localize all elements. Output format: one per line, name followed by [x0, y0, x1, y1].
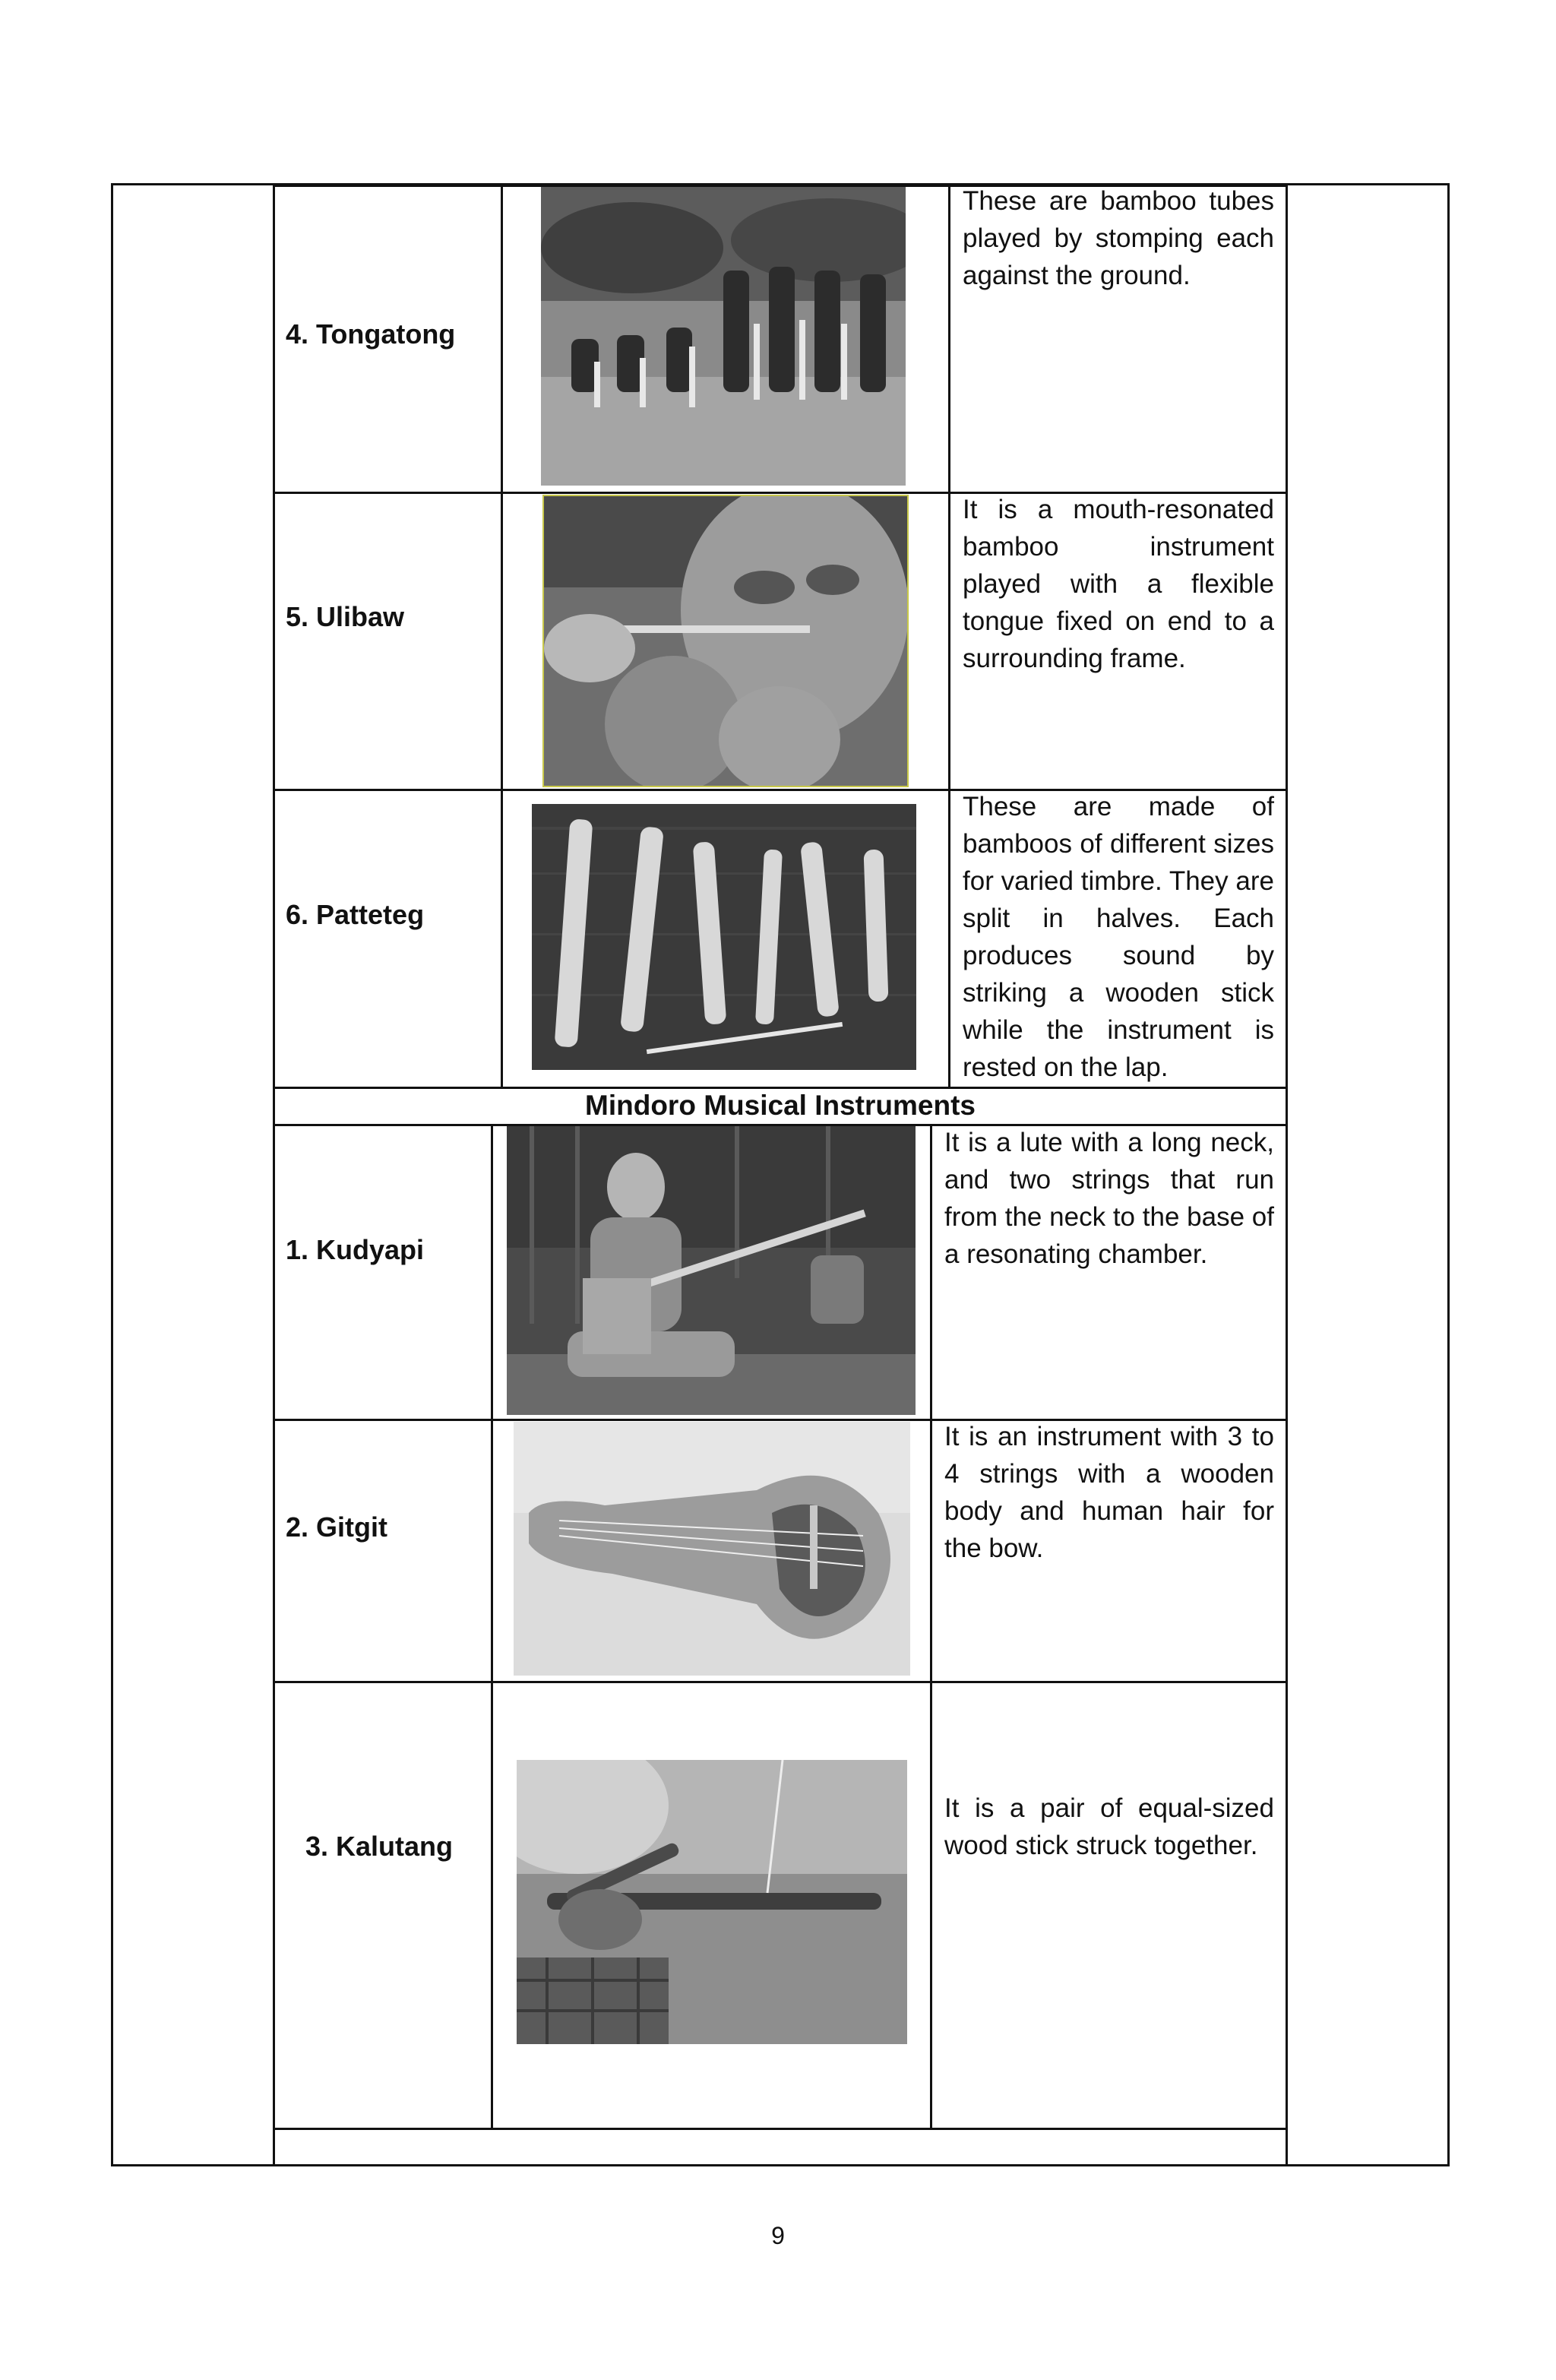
instrument-description: It is a mouth-resonated bamboo instrument played with a flexible tongue fixed on end to a surrounding frame. — [963, 495, 1274, 673]
outer-border-left — [111, 183, 113, 2166]
gitgit-photo — [514, 1422, 910, 1676]
outer-column-left — [273, 183, 275, 2166]
instrument-description: These are made of bamboos of different sizes for varied timbre. They are split in halves. Each produces sound by striking a wooden stick while the instrument is rested on the lap. — [963, 792, 1274, 1082]
patteteg-photo — [532, 804, 916, 1070]
column-divider — [930, 1124, 932, 2129]
instrument-name: 3. Kalutang — [305, 1831, 454, 1862]
outer-column-right — [1286, 183, 1288, 2166]
outer-border-right — [1447, 183, 1450, 2166]
instrument-name: 6. Patteteg — [286, 899, 425, 930]
instrument-name: 2. Gitgit — [286, 1511, 387, 1543]
instrument-name: 4. Tongatong — [286, 318, 456, 350]
section-title: Mindoro Musical Instruments — [585, 1090, 976, 1121]
column-divider — [491, 1124, 493, 2129]
instrument-description: It is a lute with a long neck, and two strings that run from the neck to the base of a resonating chamber. — [944, 1128, 1274, 1269]
instrument-name: 1. Kudyapi — [286, 1234, 425, 1265]
instrument-description: It is a pair of equal-sized wood stick struck together. — [944, 1793, 1274, 1860]
column-divider — [948, 185, 950, 1088]
column-divider — [501, 185, 503, 1088]
ulibaw-photo — [542, 495, 909, 787]
instrument-name: 5. Ulibaw — [286, 601, 405, 632]
row-divider — [273, 2128, 1288, 2130]
instrument-description: It is an instrument with 3 to 4 strings with a wooden body and human hair for the bow. — [944, 1422, 1274, 1563]
outer-border-bottom — [111, 2164, 1450, 2166]
page-number: 9 — [771, 2222, 785, 2249]
tongatong-photo — [541, 187, 906, 486]
row-divider — [273, 1681, 1288, 1683]
kudyapi-photo — [507, 1126, 916, 1415]
instrument-description: These are bamboo tubes played by stomping each against the ground. — [963, 186, 1274, 290]
kalutang-photo — [517, 1760, 907, 2044]
